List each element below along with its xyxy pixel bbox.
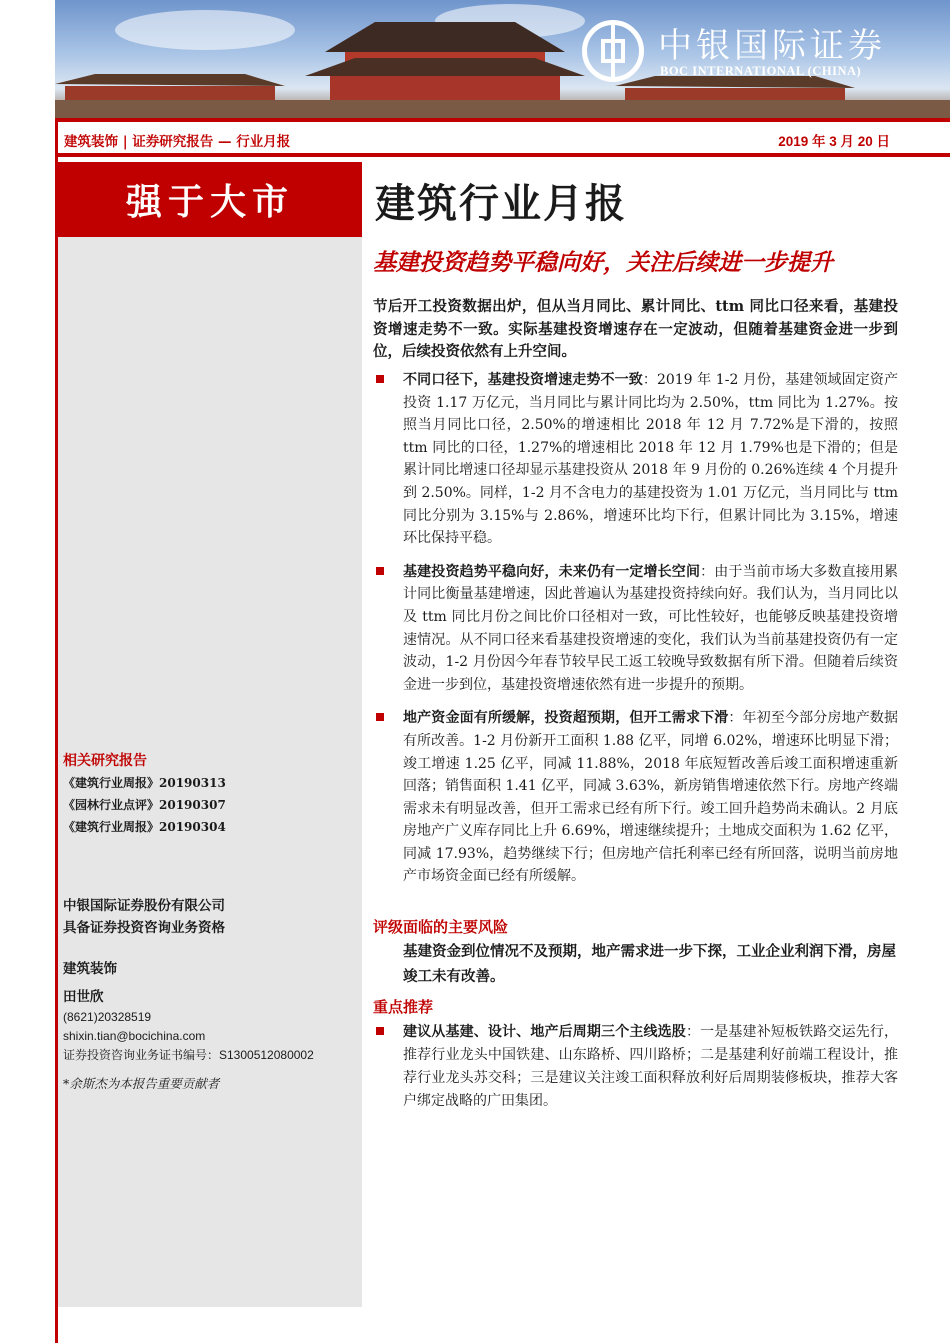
- brand-name-cn: 中银国际证券: [658, 26, 886, 66]
- analyst-name: 田世欣: [63, 989, 104, 1005]
- related-heading: 相关研究报告: [63, 753, 147, 769]
- related-report-item[interactable]: 《建筑行业周报》20190304: [63, 820, 226, 834]
- point-lead: 不同口径下，基建投资增速走势不一致: [403, 372, 643, 388]
- recommend-list: [373, 1021, 898, 1124]
- analyst-phone: (8621)20328519: [63, 1010, 152, 1024]
- page-title: 建筑行业月报: [375, 180, 627, 227]
- boc-logo-icon: [582, 20, 644, 82]
- analyst-license: 证券投资咨询业务证书编号：S1300512080002: [63, 1048, 314, 1062]
- risk-heading: 评级面临的主要风险: [373, 918, 509, 936]
- company-info: [63, 895, 225, 939]
- header-rule-bottom: [55, 153, 950, 157]
- point-text: ：由于当前市场大多数直接用累计同比衡量基建增速，因此普遍认为基建投资持续向好。我们认为，当月同比以及 ttm 同比月份之间比价口径相对一致，可比性较好，也能够反映基建投资增速情况。从不同口径来看基建投资增速的变化，我们认为当前基建投资仍有一定波动，1-2 月份因今年春节较早民工返工较晚导致数据有所下滑。但随着后续资金进一步到位，基建投资增速依然有进一步提升的预期。: [403, 563, 899, 693]
- rating-label: 强于大市: [125, 181, 294, 223]
- related-report-item[interactable]: 《建筑行业周报》20190313: [63, 776, 226, 790]
- breadcrumb: 建筑装饰 | 证券研究报告 — 行业月报: [64, 134, 291, 150]
- list-item: [373, 561, 898, 697]
- list-item: [373, 707, 898, 888]
- point-lead: 建议从基建、设计、地产后周期三个主线选股: [403, 1024, 686, 1040]
- brand-name-en: BOC INTERNATIONAL (CHINA): [660, 64, 862, 78]
- company-qualification: 具备证券投资咨询业务资格: [63, 920, 225, 936]
- square-bullet-icon: [376, 567, 384, 575]
- company-name: 中银国际证券股份有限公司: [63, 898, 225, 914]
- point-text: ：年初至今部分房地产数据有所改善。1-2 月份新开工面积 1.88 亿平，同增 6.02%，增速环比明显下滑；竣工增速 1.25 亿平，同减 11.88%，2018 年底短暂改善后竣工面积增速重新回落；销售面积 1.41 亿平，同减 3.63%，新房销售增速依然下行。房地产终端需求未有明显改善，但开工需求已经有所下行。竣工回升趋势尚未确认。2 月底房地产广义库存同比上升 6.69%，增速继续提升；土地成交面积为 1.62 亿平，同减 17.93%，趋势继续下行；但房地产信托利率已经有所回落，说明当前房地产市场资金面已经有所缓解。: [403, 710, 899, 885]
- related-report-item[interactable]: 《园林行业点评》20190307: [63, 798, 226, 812]
- analyst-info: [63, 958, 314, 1095]
- point-lead: 地产资金面有所缓解，投资超预期，但开工需求下滑: [403, 710, 729, 727]
- recommend-heading: 重点推荐: [373, 998, 434, 1016]
- brand-logo: [582, 18, 912, 88]
- header-banner: [55, 0, 950, 118]
- risk-text: 基建资金到位情况不及预期，地产需求进一步下探，工业企业利润下滑，房屋竣工未有改善。: [403, 943, 896, 985]
- list-item: [373, 369, 898, 550]
- point-text: ：一是基建补短板铁路交运先行，推荐行业龙头中国铁建、山东路桥、四川路桥；二是基建利好前端工程设计，推荐行业龙头苏交科；三是建议关注竣工面积释放利好后周期装修板块，推荐大客户绑定战略的广田集团。: [403, 1024, 899, 1109]
- square-bullet-icon: [376, 713, 384, 721]
- square-bullet-icon: [376, 375, 384, 383]
- point-text: ：2019 年 1-2 月份，基建领域固定资产投资 1.17 万亿元，当月同比与累计同比均为 2.50%，ttm 同比为 1.27%。按照当月同比口径，2.50%的增速相比 2018 年 12 月 7.72%是下滑的，按照 ttm 同比的口径，1.27%的增速相比 2018 年 12 月 1.79%也是下滑的；但是累计同比增速口径却显示基建投资从 2018 年 9 月份的 0.26%连续 4 个月提升到 2.50%。同样，1-2 月不含电力的基建投资为 1.01 万亿元，当月同比与 ttm 同比分别为 3.15%与 2.86%，增速环比均下行，但累计同比为 3.15%，增速环比保持平稳。: [403, 372, 898, 547]
- report-date: 2019 年 3 月 20 日: [778, 134, 890, 149]
- square-bullet-icon: [376, 1027, 384, 1035]
- key-points-list: [373, 369, 898, 899]
- header-rule: [55, 118, 950, 122]
- rating-box: [58, 162, 362, 237]
- list-item: [373, 1021, 898, 1113]
- analyst-email[interactable]: shixin.tian@bocichina.com: [63, 1029, 206, 1043]
- point-lead: 基建投资趋势平稳向好，未来仍有一定增长空间: [403, 563, 701, 580]
- related-reports: [63, 750, 226, 838]
- summary-paragraph: 节后开工投资数据出炉，但从当月同比、累计同比、ttm 同比口径来看，基建投资增速走势不一致。实际基建投资增速存在一定波动，但随着基建资金进一步到位，后续投资依然有上升空间。: [373, 298, 898, 360]
- page-subtitle: 基建投资趋势平稳向好，关注后续进一步提升: [373, 249, 833, 276]
- contributor-note: *余斯杰为本报告重要贡献者: [63, 1076, 220, 1091]
- sector-name: 建筑装饰: [63, 961, 117, 977]
